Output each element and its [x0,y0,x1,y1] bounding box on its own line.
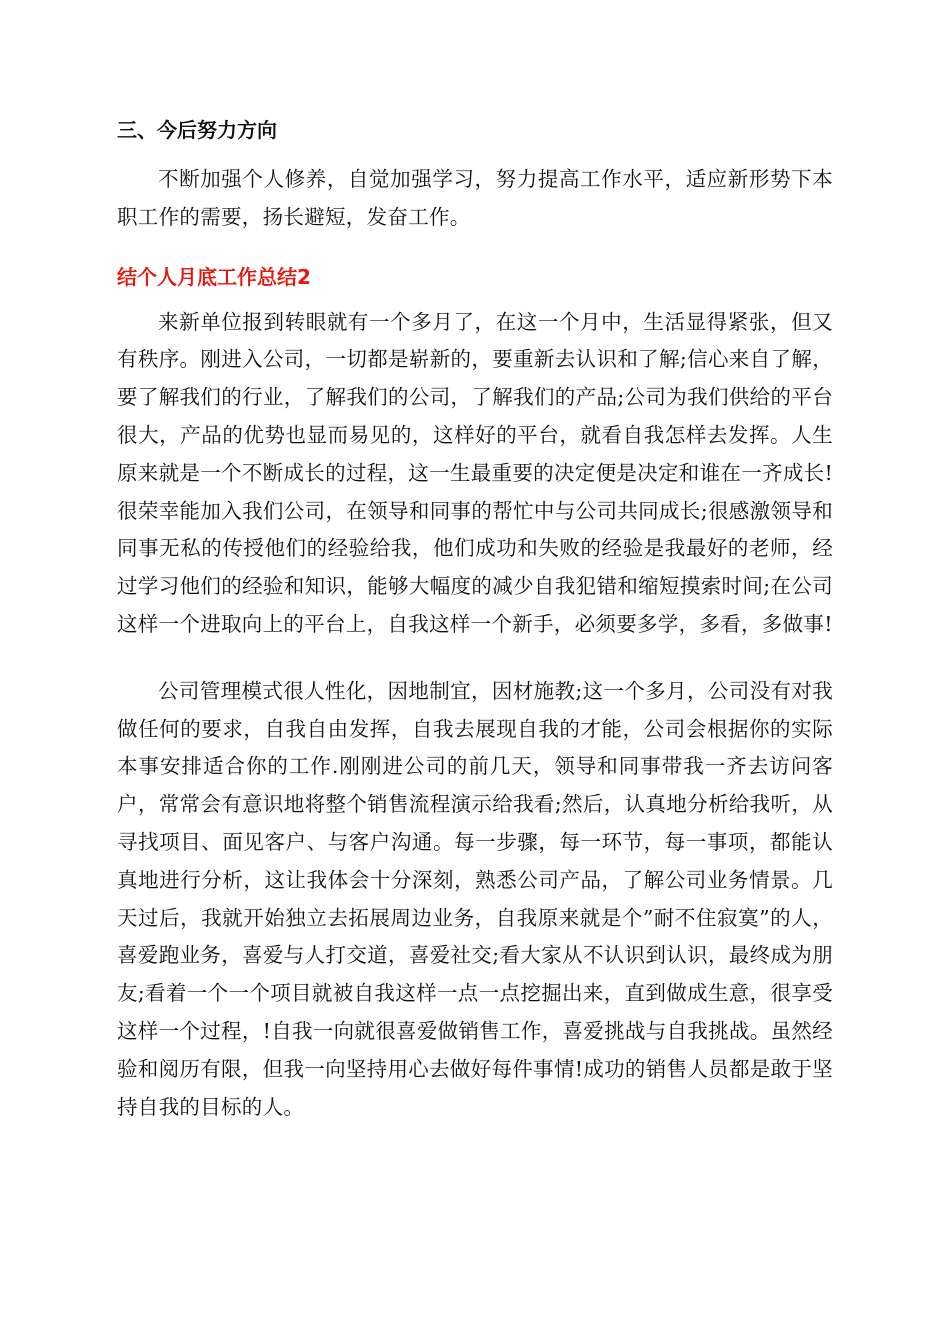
section-three-heading: 三、今后努力方向 [117,118,277,142]
summary2-paragraph-1: 来新单位报到转眼就有一个多月了，在这一个月中，生活显得紧张，但又有秩序。刚进入公司，一切都是崭新的，要重新去认识和了解;信心来自了解，要了解我们的行业，了解我们的公司，了解我们的产品;公司为我们供给的平台很大，产品的优势也显而易见的，这样好的平台，就看自我怎样去发挥。人生原来就是一个不断成长的过程，这一生最重要的决定便是决定和谁在一齐成长!很荣幸能加入我们公司，在领导和同事的帮忙中与公司共同成长;很感激领导和同事无私的传授他们的经验给我，他们成功和失败的经验是我最好的老师，经过学习他们的经验和知识，能够大幅度的减少自我犯错和缩短摸索时间;在公司这样一个进取向上的平台上，自我这样一个新手，必须要多学，多看，多做事! [117,309,833,636]
summary2-paragraph-2: 公司管理模式很人性化，因地制宜，因材施教;这一个多月，公司没有对我做任何的要求，自我自由发挥，自我去展现自我的才能，公司会根据你的实际本事安排适合你的工作.刚刚进公司的前几天，领导和同事带我一齐去访问客户，常常会有意识地将整个销售流程演示给我看;然后，认真地分析给我听，从寻找项目、面见客户、与客户沟通。每一步骤，每一环节，每一事项，都能认真地进行分析，这让我体会十分深刻，熟悉公司产品，了解公司业务情景。几天过后，我就开始独立去拓展周边业务，自我原来就是个”耐不住寂寞”的人，喜爱跑业务，喜爱与人打交道，喜爱社交;看大家从不认识到认识，最终成为朋友;看着一个一个项目就被自我这样一点一点挖掘出来，直到做成生意，很享受这样一个过程，!自我一向就很喜爱做销售工作，喜爱挑战与自我挑战。虽然经验和阅历有限，但我一向坚持用心去做好每件事情!成功的销售人员都是敢于坚持自我的目标的人。 [117,678,833,1119]
document-body [117,112,833,1126]
summary2-title: 结个人月底工作总结2 [117,264,311,289]
section-three-paragraph: 不断加强个人修养，自觉加强学习，努力提高工作水平，适应新形势下本职工作的需要，扬长避短，发奋工作。 [117,167,833,229]
